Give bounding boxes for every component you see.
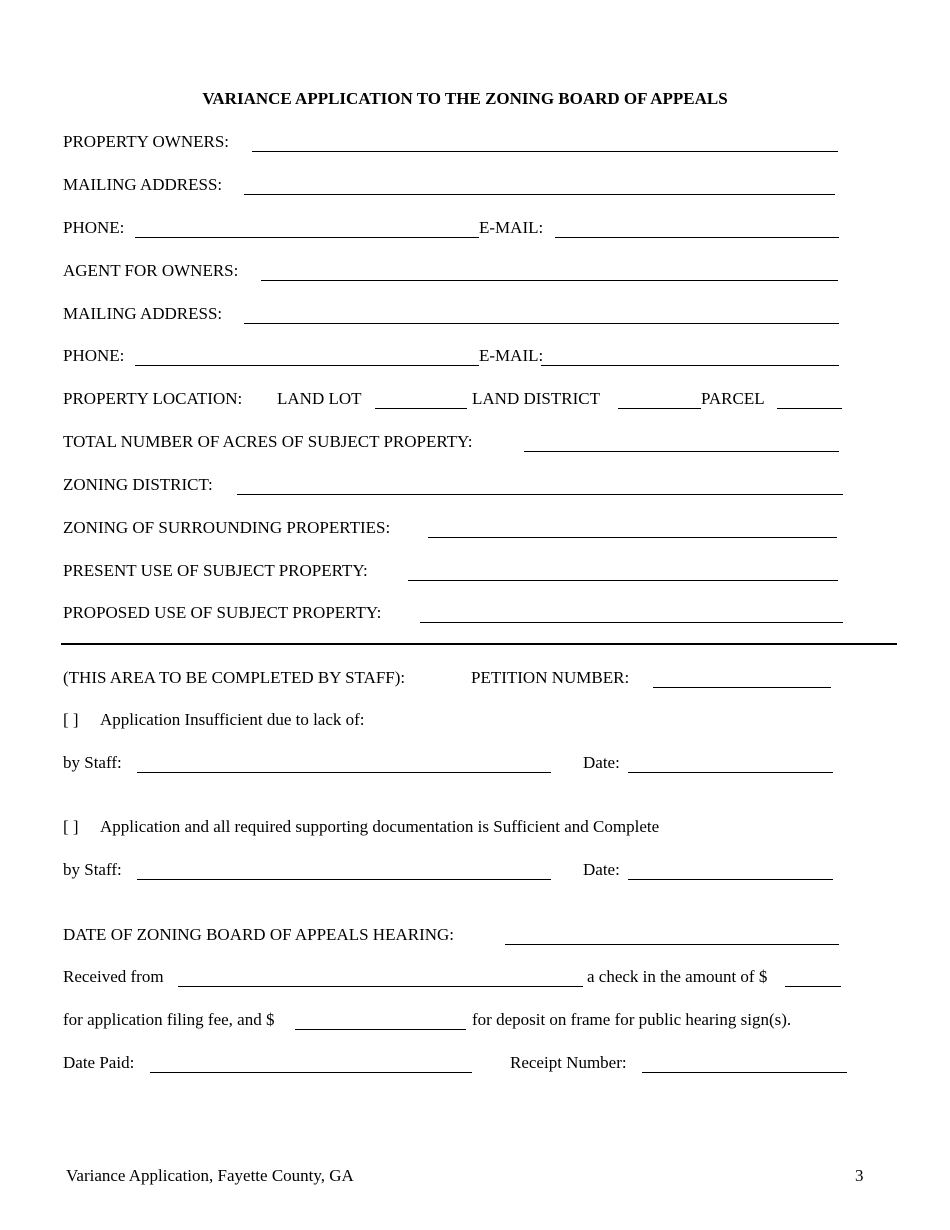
date-label-2: Date: (583, 860, 620, 879)
petition-number-label: PETITION NUMBER: (471, 668, 630, 687)
agent-mailing-address-field[interactable] (244, 303, 839, 324)
total-acres-field[interactable] (524, 431, 839, 452)
by-staff-label-2: by Staff: (63, 860, 122, 879)
sufficient-label: Application and all required supporting documentation is Sufficient and Complete (100, 817, 660, 836)
property-location-label: PROPERTY LOCATION: (63, 389, 243, 408)
receipt-number-field[interactable] (642, 1052, 847, 1073)
phone-field[interactable] (135, 217, 479, 238)
by-staff-field-2[interactable] (137, 859, 551, 880)
property-owners-label: PROPERTY OWNERS: (63, 132, 230, 151)
hearing-date-field[interactable] (505, 924, 839, 945)
phone-label: PHONE: (63, 218, 125, 237)
proposed-use-field[interactable] (420, 602, 843, 623)
page-number: 3 (855, 1166, 864, 1185)
land-district-label: LAND DISTRICT (472, 389, 600, 408)
zoning-district-field[interactable] (237, 474, 843, 495)
date-field-2[interactable] (628, 859, 833, 880)
zoning-surrounding-field[interactable] (428, 517, 837, 538)
insufficient-checkbox[interactable]: [ ] (63, 710, 79, 729)
zoning-surrounding-label: ZONING OF SURROUNDING PROPERTIES: (63, 518, 391, 537)
present-use-label: PRESENT USE OF SUBJECT PROPERTY: (63, 561, 368, 580)
date-label-1: Date: (583, 753, 620, 772)
received-from-field[interactable] (178, 966, 583, 987)
agent-email-field[interactable] (541, 345, 839, 366)
land-lot-field[interactable] (375, 388, 467, 409)
staff-area-label: (THIS AREA TO BE COMPLETED BY STAFF): (63, 668, 406, 687)
agent-mailing-address-label: MAILING ADDRESS: (63, 304, 223, 323)
section-divider (61, 643, 897, 645)
filing-fee-field[interactable] (295, 1009, 466, 1030)
email-label: E-MAIL: (479, 218, 544, 237)
filing-fee-label: for application filing fee, and $ (63, 1010, 275, 1029)
zoning-district-label: ZONING DISTRICT: (63, 475, 213, 494)
proposed-use-label: PROPOSED USE OF SUBJECT PROPERTY: (63, 603, 382, 622)
deposit-label: for deposit on frame for public hearing sign(s). (472, 1010, 792, 1029)
land-district-field[interactable] (618, 388, 701, 409)
mailing-address-field[interactable] (244, 174, 835, 195)
by-staff-label-1: by Staff: (63, 753, 122, 772)
agent-email-label: E-MAIL: (479, 346, 544, 365)
check-amount-field[interactable] (785, 966, 841, 987)
date-field-1[interactable] (628, 752, 833, 773)
land-lot-label: LAND LOT (277, 389, 362, 408)
email-field[interactable] (555, 217, 839, 238)
parcel-label: PARCEL (701, 389, 765, 408)
mailing-address-label: MAILING ADDRESS: (63, 175, 223, 194)
agent-for-owners-field[interactable] (261, 260, 838, 281)
hearing-date-label: DATE OF ZONING BOARD OF APPEALS HEARING: (63, 925, 455, 944)
agent-phone-label: PHONE: (63, 346, 125, 365)
insufficient-label: Application Insufficient due to lack of: (100, 710, 365, 729)
present-use-field[interactable] (408, 560, 838, 581)
receipt-number-label: Receipt Number: (510, 1053, 627, 1072)
agent-for-owners-label: AGENT FOR OWNERS: (63, 261, 239, 280)
sufficient-checkbox[interactable]: [ ] (63, 817, 79, 836)
property-owners-field[interactable] (252, 131, 838, 152)
total-acres-label: TOTAL NUMBER OF ACRES OF SUBJECT PROPERTY: (63, 432, 473, 451)
agent-phone-field[interactable] (135, 345, 479, 366)
parcel-field[interactable] (777, 388, 842, 409)
footer-text: Variance Application, Fayette County, GA (66, 1166, 354, 1185)
date-paid-label: Date Paid: (63, 1053, 135, 1072)
date-paid-field[interactable] (150, 1052, 472, 1073)
petition-number-field[interactable] (653, 667, 831, 688)
check-amount-label: a check in the amount of $ (587, 967, 768, 986)
page-title: VARIANCE APPLICATION TO THE ZONING BOARD OF APPEALS (202, 89, 728, 108)
received-from-label: Received from (63, 967, 164, 986)
by-staff-field-1[interactable] (137, 752, 551, 773)
